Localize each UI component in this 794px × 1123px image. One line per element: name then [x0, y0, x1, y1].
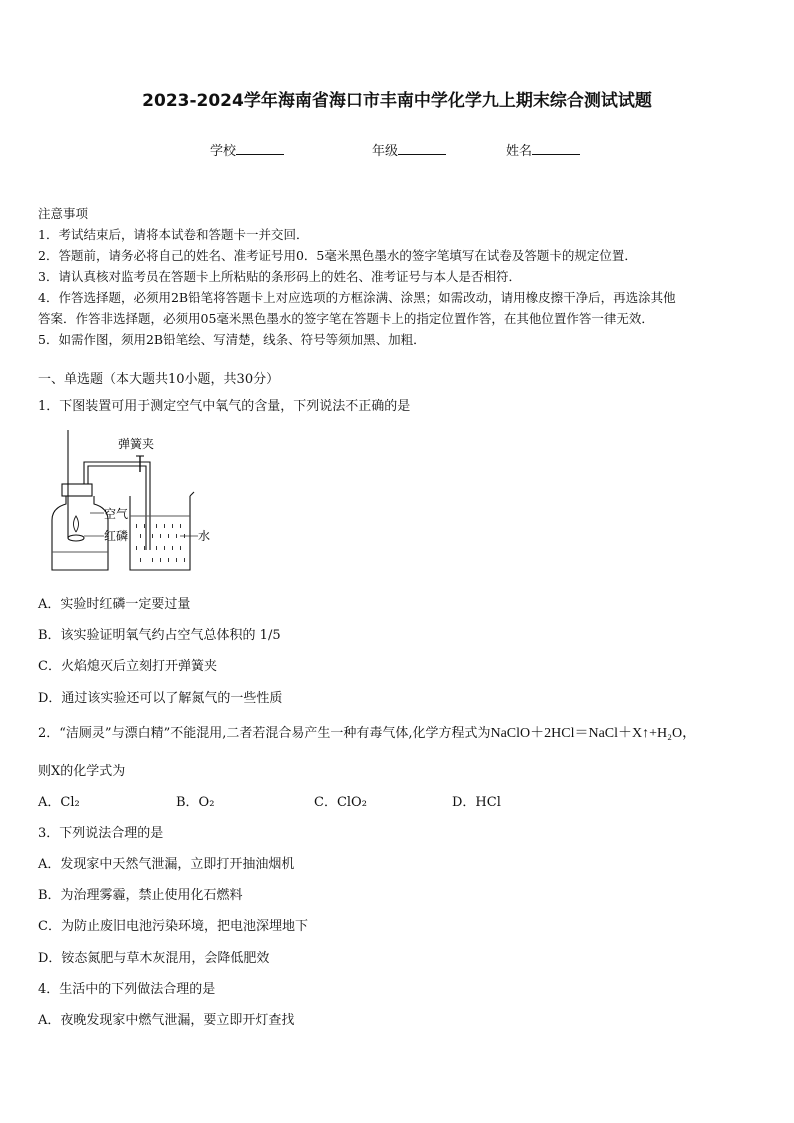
q2-stem-b: 则X的化学式为: [38, 764, 126, 779]
water-label: 水: [198, 529, 211, 543]
q3-option-b: B．为治理雾霾，禁止使用化石燃料: [38, 888, 243, 903]
name-blank: [532, 142, 580, 155]
q1-option-a: A．实验时红磷一定要过量: [38, 597, 191, 612]
name-label: 姓名: [506, 144, 533, 159]
section-heading: 一、单选题（本大题共10小题，共30分）: [38, 372, 280, 387]
q2-option-d: D．HCl: [452, 795, 501, 810]
note-item: 5．如需作图，须用2B铅笔绘、写清楚，线条、符号等须加黑、加粗．: [38, 332, 426, 347]
stopper: [62, 484, 92, 496]
q2-option-b: B．O₂: [176, 795, 215, 810]
combustion-spoon: [68, 535, 84, 541]
q3-option-a: A．发现家中天然气泄漏，立即打开抽油烟机: [38, 857, 295, 872]
school-blank: [236, 142, 284, 155]
q2-option-c: C．ClO₂: [314, 795, 367, 810]
page-title: 2023-2024学年海南省海口市丰南中学化学九上期末综合测试试题: [142, 91, 652, 111]
grade-field: [372, 140, 446, 159]
collecting-bottle: [52, 496, 108, 570]
name-field: [506, 140, 580, 159]
school-label: 学校: [210, 144, 237, 159]
q3-option-d: D．铵态氮肥与草木灰混用，会降低肥效: [38, 951, 270, 966]
q4-option-a: A．夜晚发现家中燃气泄漏，要立即开灯查找: [38, 1013, 295, 1028]
air-label: 空气: [104, 507, 129, 521]
q4-stem: 4．生活中的下列做法合理的是: [38, 982, 216, 997]
q2-stem-text: 2．“洁厕灵”与漂白精”不能混用,二者若混合易产生一种有毒气体,化学方程式为: [38, 726, 491, 741]
q1-stem: 1．下图装置可用于测定空气中氧气的含量，下列说法不正确的是: [38, 399, 411, 414]
note-item: 1．考试结束后，请将本试卷和答题卡一并交回．: [38, 227, 309, 242]
notes-block: [38, 203, 758, 350]
q1-option-d: D．通过该实验还可以了解氮气的一些性质: [38, 691, 283, 706]
q3-option-c: C．为防止废旧电池污染环境，把电池深埋地下: [38, 919, 308, 934]
note-item: 3．请认真核对监考员在答题卡上所粘贴的条形码上的姓名、准考证号与本人是否相符．: [38, 269, 521, 284]
q2-stem: [38, 722, 696, 742]
q2-formula: NaClO＋2HCl＝NaCl＋X↑+H₂O，: [490, 726, 697, 741]
note-item: 答案．作答非选择题，必须用05毫米黑色墨水的签字笔在答题卡上的指定位置作答，在其他位置作答一律无效．: [38, 311, 654, 326]
q1-option-b: B．该实验证明氧气约占空气总体积的 1/5: [38, 628, 281, 643]
note-item: 2．答题前，请务必将自己的姓名、准考证号用0．5毫米黑色墨水的签字笔填写在试卷及答题卡的规定位置．: [38, 248, 637, 263]
school-field: [210, 140, 284, 159]
q3-stem: 3．下列说法合理的是: [38, 826, 164, 841]
q2-option-a: A．Cl₂: [38, 795, 80, 810]
phosphorus-label: 红磷: [104, 529, 129, 543]
notes-heading: 注意事项: [38, 206, 89, 221]
q1-option-c: C．火焰熄灭后立刻打开弹簧夹: [38, 659, 217, 674]
apparatus-diagram: [40, 428, 230, 578]
note-item: 4．作答选择题，必须用2B铅笔将答题卡上对应选项的方框涂满、涂黑；如需改动，请用橡皮擦干净后，再选涂其他: [38, 290, 676, 305]
clamp-label: 弹簧夹: [118, 437, 155, 451]
grade-blank: [398, 142, 446, 155]
grade-label: 年级: [372, 144, 399, 159]
